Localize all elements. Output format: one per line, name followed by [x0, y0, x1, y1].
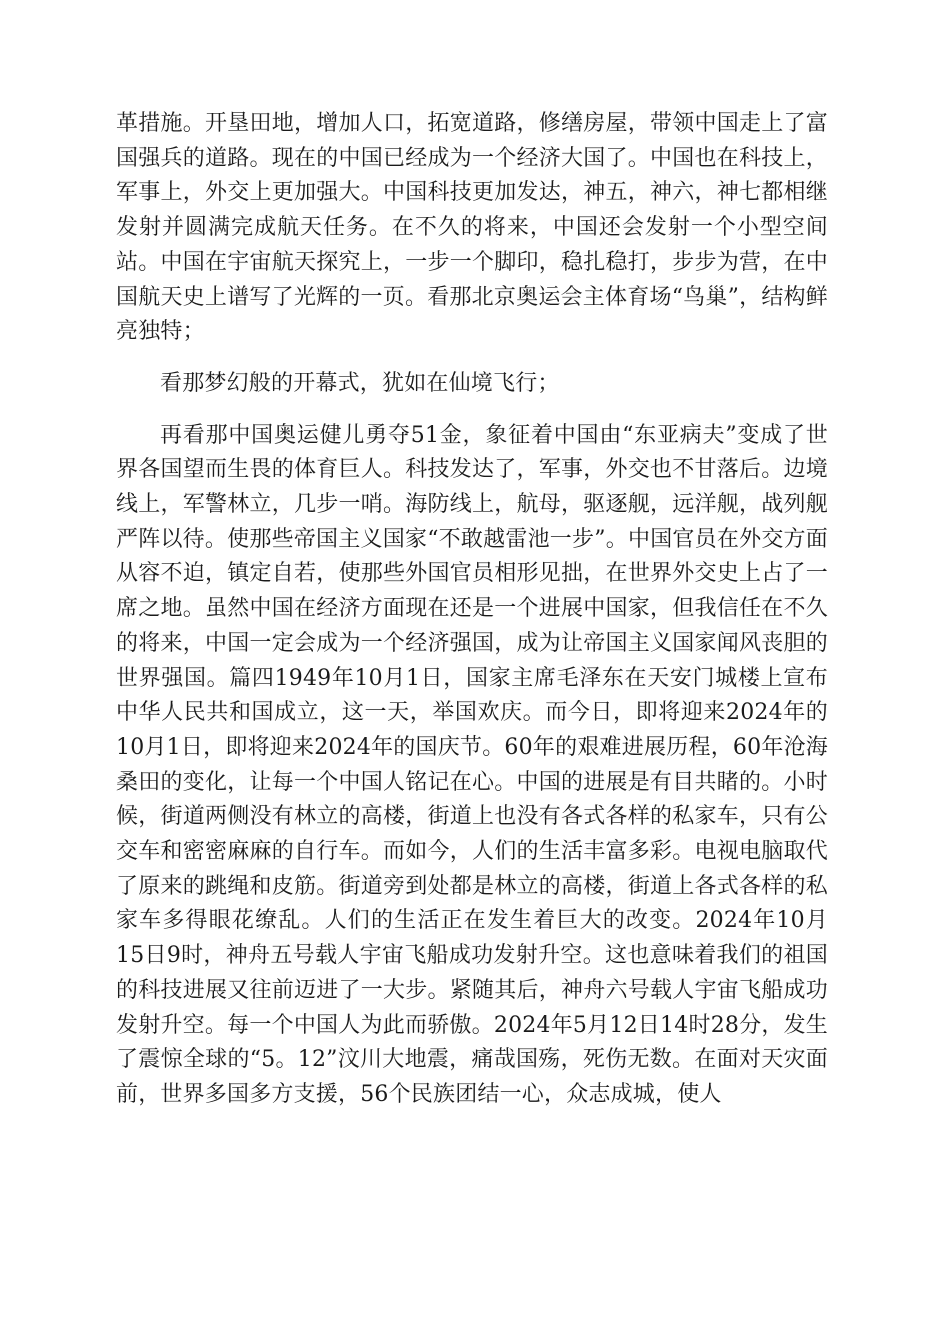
document-body — [116, 107, 828, 1113]
paragraph-3: 再看那中国奥运健儿勇夺51金，象征着中国由“东亚病夫”变成了世界各国望而生畏的体育巨人。科技发达了，军事，外交也不甘落后。边境线上，军警林立，几步一哨。海防线上，航母，驱逐舰，远洋舰，战列舰严阵以待。使那些帝国主义国家“不敢越雷池一步”。中国官员在外交方面从容不迫，镇定自若，使那些外国官员相形见拙，在世界外交史上占了一席之地。虽然中国在经济方面现在还是一个进展中国家，但我信任在不久的将来，中国一定会成为一个经济强国，成为让帝国主义国家闻风丧胆的世界强国。篇四1949年10月1日，国家主席毛泽东在天安门城楼上宣布中华人民共和国成立，这一天，举国欢庆。而今日，即将迎来2024年的10月1日，即将迎来2024年的国庆节。60年的艰难进展历程，60年沧海桑田的变化，让每一个中国人铭记在心。中国的进展是有目共睹的。小时候，街道两侧没有林立的高楼，街道上也没有各式各样的私家车，只有公交车和密密麻麻的自行车。而如今，人们的生活丰富多彩。电视电脑取代了原来的跳绳和皮筋。街道旁到处都是林立的高楼，街道上各式各样的私家车多得眼花缭乱。人们的生活正在发生着巨大的改变。2024年10月15日9时，神舟五号载人宇宙飞船成功发射升空。这也意味着我们的祖国的科技进展又往前迈进了一大步。紧随其后，神舟六号载人宇宙飞船成功发射升空。每一个中国人为此而骄傲。2024年5月12日14时28分，发生了震惊全球的“5。12”汶川大地震，痛哉国殇，死伤无数。在面对天灾面前，世界多国多方支援，56个民族团结一心，众志成城，使人 — [116, 422, 828, 1107]
paragraph-2: 看那梦幻般的开幕式，犹如在仙境飞行； — [160, 370, 560, 396]
paragraph-1: 革措施。开垦田地，增加人口，拓宽道路，修缮房屋，带领中国走上了富国强兵的道路。现在的中国已经成为一个经济大国了。中国也在科技上，军事上，外交上更加强大。中国科技更加发达，神五，神六，神七都相继发射并圆满完成航天任务。在不久的将来，中国还会发射一个小型空间站。中国在宇宙航天探究上，一步一个脚印，稳扎稳打，步步为营，在中国航天史上谱写了光辉的一页。看那北京奥运会主体育场“鸟巢”，结构鲜亮独特； — [116, 111, 828, 345]
